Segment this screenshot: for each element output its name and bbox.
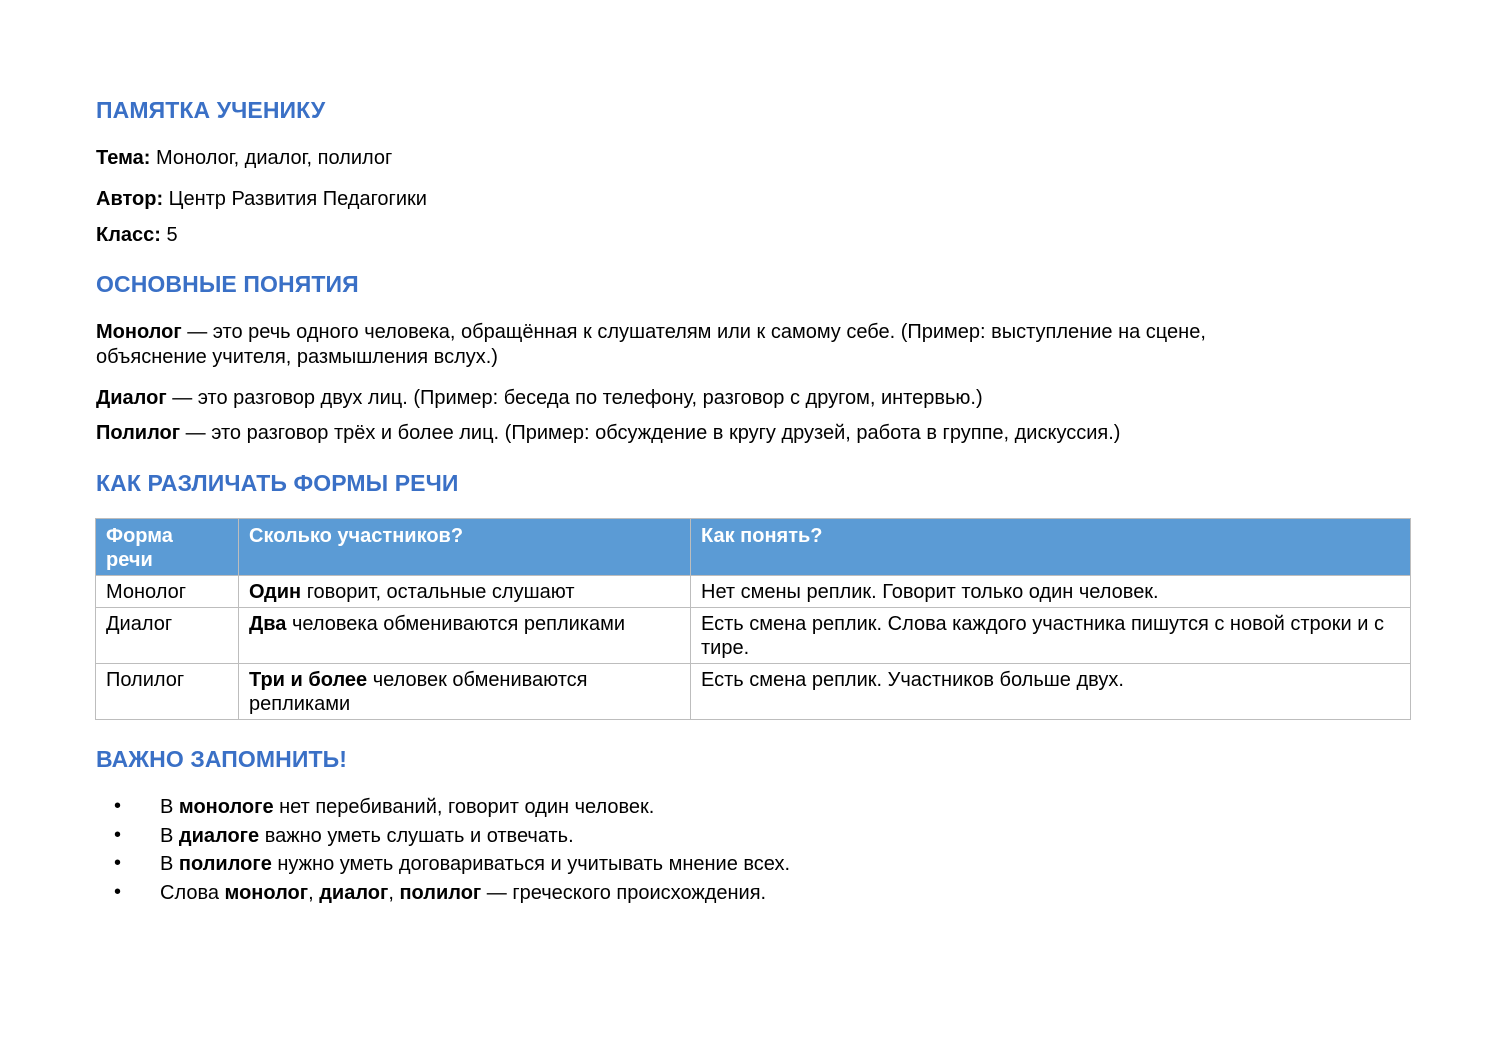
item-pre: Слова bbox=[160, 882, 225, 904]
author-value: Центр Развития Педагогики bbox=[163, 188, 427, 210]
grade-line bbox=[96, 223, 178, 248]
bullet-icon: • bbox=[114, 824, 122, 846]
grade-label: Класс: bbox=[96, 224, 161, 246]
item-pre: В bbox=[160, 853, 179, 875]
list-item bbox=[160, 881, 766, 906]
count-rest: говорит, остальные слушают bbox=[301, 581, 575, 603]
item-pre: В bbox=[160, 825, 179, 847]
topic-line bbox=[96, 146, 392, 171]
polylogue-term: Полилог bbox=[96, 422, 181, 444]
cell-how: Есть смена реплик. Слова каждого участника пишутся с новой строки и с тире. bbox=[691, 608, 1411, 664]
count-bold: Два bbox=[249, 613, 287, 635]
item-post: нужно уметь договариваться и учитывать мнение всех. bbox=[271, 853, 791, 875]
item-post: — греческого происхождения. bbox=[481, 882, 767, 904]
dialogue-term: Диалог bbox=[96, 387, 167, 409]
bullet-icon: • bbox=[114, 795, 122, 817]
topic-label: Тема: bbox=[96, 147, 151, 169]
item-sep: , bbox=[308, 882, 320, 904]
list-item bbox=[160, 852, 790, 877]
count-rest: человека обмениваются репликами bbox=[286, 613, 626, 635]
speech-forms-table bbox=[95, 518, 1411, 720]
topic-value: Монолог, диалог, полилог bbox=[150, 147, 393, 169]
item-pre: В bbox=[160, 796, 179, 818]
monologue-definition-cont: объяснение учителя, размышления вслух.) bbox=[96, 346, 498, 368]
cell-form: Монолог bbox=[96, 576, 239, 608]
cell-form: Диалог bbox=[96, 608, 239, 664]
grade-value: 5 bbox=[160, 224, 178, 246]
cell-count bbox=[239, 576, 691, 608]
header-count: Сколько участников? bbox=[239, 519, 691, 576]
table-row bbox=[96, 664, 1411, 720]
item-bold: монологе bbox=[178, 796, 274, 818]
header-how: Как понять? bbox=[691, 519, 1411, 576]
remember-heading: ВАЖНО ЗАПОМНИТЬ! bbox=[96, 746, 348, 772]
author-label: Автор: bbox=[96, 188, 164, 210]
bullet-icon: • bbox=[114, 852, 122, 874]
author-line bbox=[96, 187, 427, 212]
cell-count bbox=[239, 664, 691, 720]
bullet-icon: • bbox=[114, 881, 122, 903]
item-sep: , bbox=[388, 882, 400, 904]
table-row bbox=[96, 608, 1411, 664]
table-row bbox=[96, 576, 1411, 608]
item-bold: диалог bbox=[319, 882, 389, 904]
page-title: ПАМЯТКА УЧЕНИКУ bbox=[96, 97, 326, 123]
distinguish-heading: КАК РАЗЛИЧАТЬ ФОРМЫ РЕЧИ bbox=[96, 470, 459, 496]
polylogue-text: — это разговор трёх и более лиц. (Пример: обсуждение в кругу друзей, работа в группе, дискуссия.) bbox=[180, 422, 1121, 444]
table-header-row bbox=[96, 519, 1411, 576]
list-item bbox=[160, 795, 654, 820]
item-bold: полилог bbox=[399, 882, 482, 904]
cell-count bbox=[239, 608, 691, 664]
cell-form: Полилог bbox=[96, 664, 239, 720]
count-bold: Один bbox=[249, 581, 302, 603]
count-bold: Три и более bbox=[249, 669, 368, 691]
header-form: Форма речи bbox=[96, 519, 239, 576]
item-bold: монолог bbox=[224, 882, 309, 904]
list-item bbox=[160, 824, 574, 849]
monologue-term: Монолог bbox=[96, 321, 182, 343]
cell-how: Нет смены реплик. Говорит только один человек. bbox=[691, 576, 1411, 608]
item-bold: полилоге bbox=[178, 853, 272, 875]
polylogue-definition bbox=[96, 421, 1120, 446]
item-post: важно уметь слушать и отвечать. bbox=[259, 825, 574, 847]
dialogue-definition bbox=[96, 386, 983, 411]
monologue-definition bbox=[96, 320, 1206, 345]
item-post: нет перебиваний, говорит один человек. bbox=[273, 796, 655, 818]
monologue-text: — это речь одного человека, обращённая к слушателям или к самому себе. (Пример: выступление на сцене, bbox=[181, 321, 1206, 343]
concepts-heading: ОСНОВНЫЕ ПОНЯТИЯ bbox=[96, 271, 359, 297]
cell-how: Есть смена реплик. Участников больше двух. bbox=[691, 664, 1411, 720]
count-rest: человек обмениваются репликами bbox=[249, 669, 588, 715]
item-bold: диалоге bbox=[178, 825, 260, 847]
dialogue-text: — это разговор двух лиц. (Пример: беседа по телефону, разговор с другом, интервью.) bbox=[166, 387, 983, 409]
